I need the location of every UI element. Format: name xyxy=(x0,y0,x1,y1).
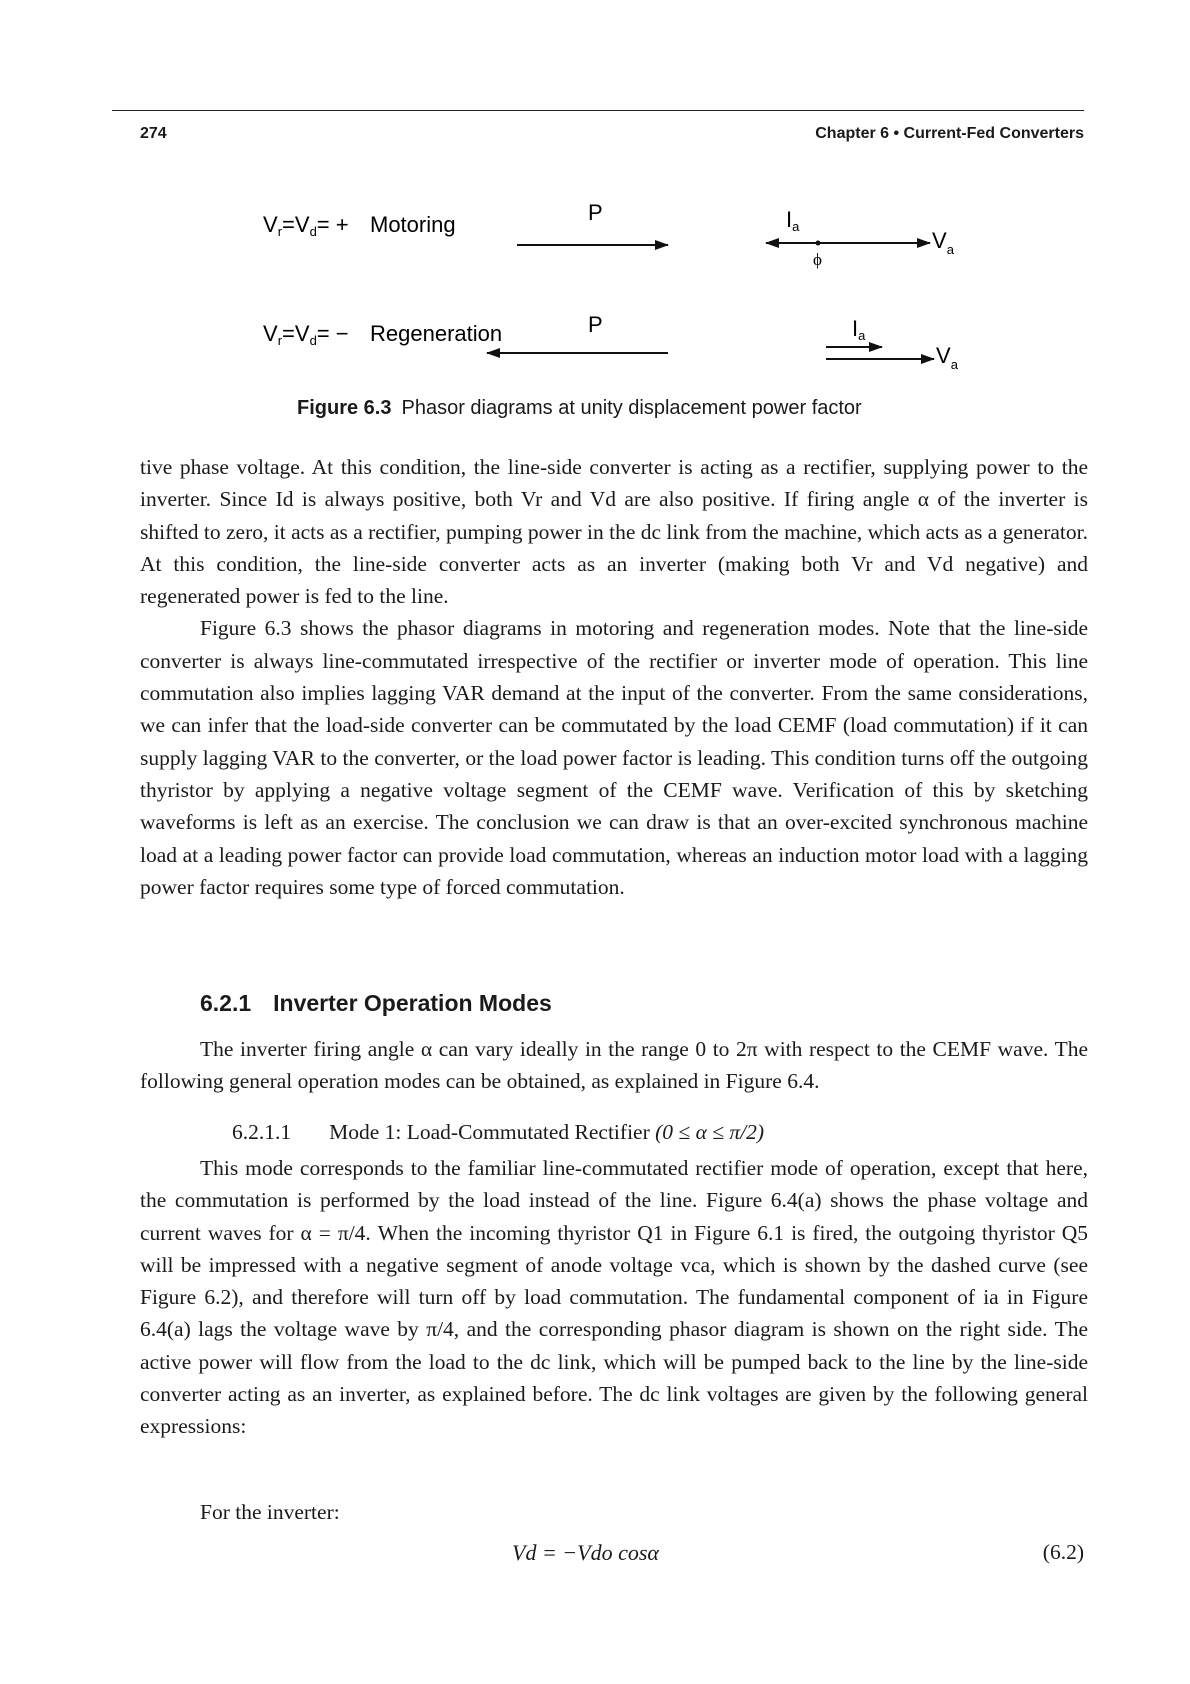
body-block-2 xyxy=(140,1033,1088,1098)
equation-lead: For the inverter: xyxy=(200,1500,340,1524)
paragraph-2: Figure 6.3 shows the phasor diagrams in motoring and regeneration modes. Note that the line-side converter is always line-commutated irrespective of the rectifier or inverter mode of operation. This line commutation also implies lagging VAR demand at the input of the converter. From the same considerations, we can infer that the load-side converter can be commutated by the load CEMF (load commutation) if it can supply lagging VAR to the converter, or the load power factor is leading. This condition turns off the outgoing thyristor by applying a negative voltage segment of the CEMF wave. Verification of this by sketching waveforms is left as an exercise. The conclusion we can draw is that an over-excited synchronous machine load at a leading power factor can provide load commutation, whereas an induction motor load with a lagging power factor requires some type of forced commutation. xyxy=(140,616,1088,899)
figure-caption-text: Phasor diagrams at unity displacement power factor xyxy=(401,397,862,419)
subsection-heading xyxy=(232,1120,764,1145)
body-block-3 xyxy=(140,1152,1088,1443)
section-heading xyxy=(200,990,552,1017)
row2-current-label: Ia xyxy=(852,316,866,343)
row2-voltage-label: $V_a$ xyxy=(936,343,958,372)
page-number: 274 xyxy=(140,125,167,142)
subsection-number: 6.2.1.1 xyxy=(232,1120,292,1144)
subsection-condition: (0 ≤ α ≤ π/2) xyxy=(655,1120,765,1144)
paragraph-3: The inverter firing angle α can vary ideally in the range 0 to 2π with respect to the CEMF wave. The following general operation modes can be obtained, as explained in Figure 6.4. xyxy=(140,1037,1088,1094)
row1-origin xyxy=(816,241,821,246)
paragraph-1: tive phase voltage. At this condition, the line-side converter is acting as a rectifier, supplying power to the inverter. Since Id is always positive, both Vr and Vd are also positive. If firing angle α of the inverter is shifted to zero, it acts as a rectifier, pumping power in the dc link from the machine, which acts as a generator. At this condition, the line-side converter acts as an inverter (making both Vr and Vd negative) and regenerated power is fed to the line. xyxy=(140,455,1088,609)
paragraph-4: This mode corresponds to the familiar line-commutated rectifier mode of operation, except that here, the commutation is performed by the load instead of the line. Figure 6.4(a) shows the phase voltage and current waves for α = π/4. When the incoming thyristor Q1 in Figure 6.1 is fired, the outgoing thyristor Q5 will be impressed with a negative segment of anode voltage vca, which is shown by the dashed curve (see Figure 6.2), and therefore will turn off by load commutation. The fundamental component of ia in Figure 6.4(a) lags the voltage wave by π/4, and the corresponding phasor diagram is shown on the right side. The active power will flow from the load to the dc link, which will be pumped back to the line by the line-side converter acting as an inverter, as explained before. The dc link voltages are given by the following general expressions: xyxy=(140,1156,1088,1439)
row1-current-label: Ia xyxy=(786,207,800,234)
equation-6-2: Vd = −Vdo cosα xyxy=(512,1540,659,1565)
row1-condition: Vr=Vd= + xyxy=(263,212,349,239)
header-rule xyxy=(112,110,1084,111)
figure-phasor-diagrams xyxy=(0,195,1190,425)
row2-power-label: P xyxy=(588,312,603,337)
figure-caption xyxy=(297,397,862,420)
row1-power-label: P xyxy=(588,200,603,225)
running-head: Chapter 6 • Current-Fed Converters xyxy=(815,125,1084,142)
phasor-diagram-svg xyxy=(0,195,1190,425)
row2-condition: Vr=Vd= − xyxy=(263,321,349,348)
subsection-title: Mode 1: Load-Commutated Rectifier xyxy=(329,1120,650,1144)
equation-number: (6.2) xyxy=(1042,1540,1084,1564)
figure-caption-label: Figure 6.3 xyxy=(297,397,392,419)
section-title: Inverter Operation Modes xyxy=(273,990,552,1016)
body-block-1 xyxy=(140,451,1088,903)
section-number: 6.2.1 xyxy=(200,990,252,1016)
row1-voltage-label: $V_a$ xyxy=(932,228,954,257)
row2-mode: Regeneration xyxy=(370,321,503,346)
row1-mode: Motoring xyxy=(370,212,456,237)
angle-phi-label: ϕ xyxy=(813,250,822,269)
